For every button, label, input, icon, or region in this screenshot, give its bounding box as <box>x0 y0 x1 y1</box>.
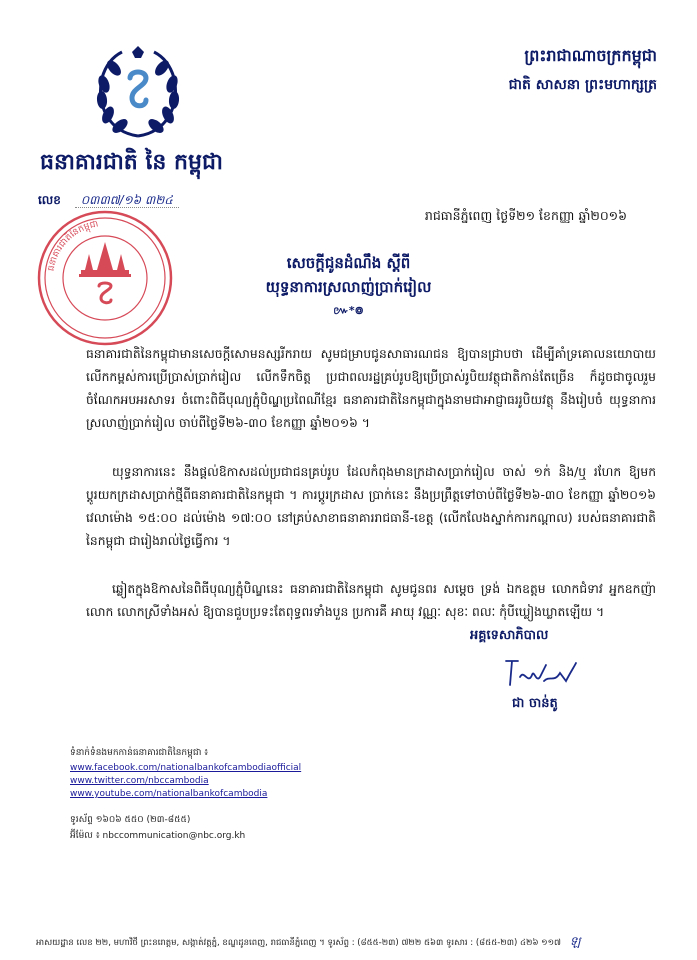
twitter-link[interactable]: www.twitter.com/nbccambodia <box>70 776 209 786</box>
signatory-name: ជា ចាន់តូ <box>512 696 558 711</box>
facebook-link[interactable]: www.facebook.com/nationalbankofcambodiaofficial <box>70 763 302 773</box>
kingdom-motto <box>509 45 657 96</box>
seal-text: ធនាគារជាតិនៃកម្ពុជា <box>46 219 100 273</box>
youtube-link[interactable]: www.youtube.com/nationalbankofcambodia <box>70 789 268 799</box>
bank-logo-icon <box>88 44 188 144</box>
kingdom-subtitle: ជាតិ សាសនា ព្រះមហាក្សត្រ <box>508 77 657 93</box>
bank-name: ធនាគារជាតិ នៃ កម្ពុជា <box>40 150 223 175</box>
handwritten-signature-icon <box>500 655 580 691</box>
reference-label: លេខ <box>38 193 61 207</box>
contact-email: អ៊ីម៉ែល ៖ nbccommunication@nbc.org.kh <box>70 831 246 841</box>
kingdom-title: ព្រះរាជាណាចក្រកម្ពុជា <box>524 46 657 65</box>
reference-value: ០៣៣៧/១៦ ៣២៤ <box>75 193 179 208</box>
signatory-title: អគ្គទេសាភិបាល <box>470 628 549 643</box>
date-line: រាជធានីភ្នំពេញ ថ្ងៃទី២១ ខែកញ្ញា ឆ្នាំ២០១៦ <box>424 208 627 223</box>
contact-heading: ទំនាក់ទំនងមកកាន់ធនាគារជាតិនៃកម្ពុជា ៖ <box>70 748 209 758</box>
footer-initials: ឡ <box>569 934 581 948</box>
title-ornament: ៚*៙ <box>333 304 364 317</box>
paragraph-3: ឆ្លៀតក្នុងឱកាសនៃពិធីបុណ្យភ្ជុំបិណ្ឌនេះ ធនាគារជាតិនៃកម្ពុជា សូមជូនពរ សម្តេច ទ្រង់ ឯកឧត្តម លោកជំទាវ អ្នកឧកញ៉ា លោក លោកស្រីទាំងអស់ ឱ្យបានជួបប្រទះតែពុទ្ធពរទាំងបួន ប្រការគឺ អាយុ វណ្ណៈ សុខៈ ពលៈ កុំបីឃ្លៀងឃ្លាតឡើយ ។ <box>86 582 656 619</box>
contact-phone: ទូរស័ព្ទ ១៦០៦ ៥៥០ (២៣-៨៥៥) <box>70 815 191 825</box>
notice-subject: យុទ្ធនាការស្រលាញ់ប្រាក់រៀល <box>265 278 432 296</box>
paragraph-1: ធនាគារជាតិនៃកម្ពុជាមានសេចក្តីសោមនស្សរីករាយ សូមជម្រាបជូនសាធារណជន ឱ្យបានជ្រាបថា ដើម្បីគាំទ្រគោលនយោបាយលើកកម្ពស់ការប្រើប្រាស់ប្រាក់រៀល លើកទឹកចិត្ត ប្រជាពលរដ្ឋគ្រប់រូបឱ្យប្រើប្រាស់រូបិយវត្ថុជាតិកាន់តែច្រើន ក៏ដូចជាចូលរួមចំណែកអបអរសាទរ ចំពោះពិធីបុណ្យភ្ជុំបិណ្ឌប្រពៃណីខ្មែរ ធនាគារជាតិនៃកម្ពុជាក្នុងនាមជាអាជ្ញាធររូបិយវត្ថុ នឹងរៀបចំ យុទ្ធនាការស្រលាញ់ប្រាក់រៀល ចាប់ពីថ្ងៃទី២៦-៣០ ខែកញ្ញា ឆ្នាំ២០១៦ ។ <box>86 347 656 430</box>
footer-address <box>36 933 581 951</box>
paragraph-2: យុទ្ធនាការនេះ នឹងផ្តល់ឱកាសដល់ប្រជាជនគ្រប់រូប ដែលកំពុងមានក្រដាសប្រាក់រៀល ចាស់ ១ក់ និង/ឬ រហែក ឱ្យមកប្តូរយកក្រដាសប្រាក់ថ្មីពីធនាគារជាតិនៃកម្ពុជា ។ ការប្តូរក្រដាស ប្រាក់នេះ នឹងប្រព្រឹត្តទៅចាប់ពីថ្ងៃទី២៦-៣០ ខែកញ្ញា ឆ្នាំ២០១៦ វេលាម៉ោង ១៥:០០ ដល់ម៉ោង ១៧:០០ នៅគ្រប់សាខាធនាគាររាជធានី-ខេត្ត (លើកលែងស្នាក់ការកណ្តាល) របស់ធនាគារជាតិនៃកម្ពុជា ជារៀងរាល់ថ្ងៃធ្វើការ ។ <box>86 465 656 548</box>
footer-address-text: អាសយដ្ឋាន លេខ ២២, មហាវិថី ព្រះនរោត្តម, សង្កាត់វត្តភ្នំ, ខណ្ឌដូនពេញ, រាជធានីភ្នំពេញ ។ ទូរស័ព្ទ : (៨៥៥-២៣) ៧២២ ៥៦៣ ទូរសារ : (៨៥៥-២៣) ៤២៦ ១១៧ <box>36 938 562 948</box>
notice-title: សេចក្តីជូនដំណឹង ស្តីពី <box>286 254 411 272</box>
